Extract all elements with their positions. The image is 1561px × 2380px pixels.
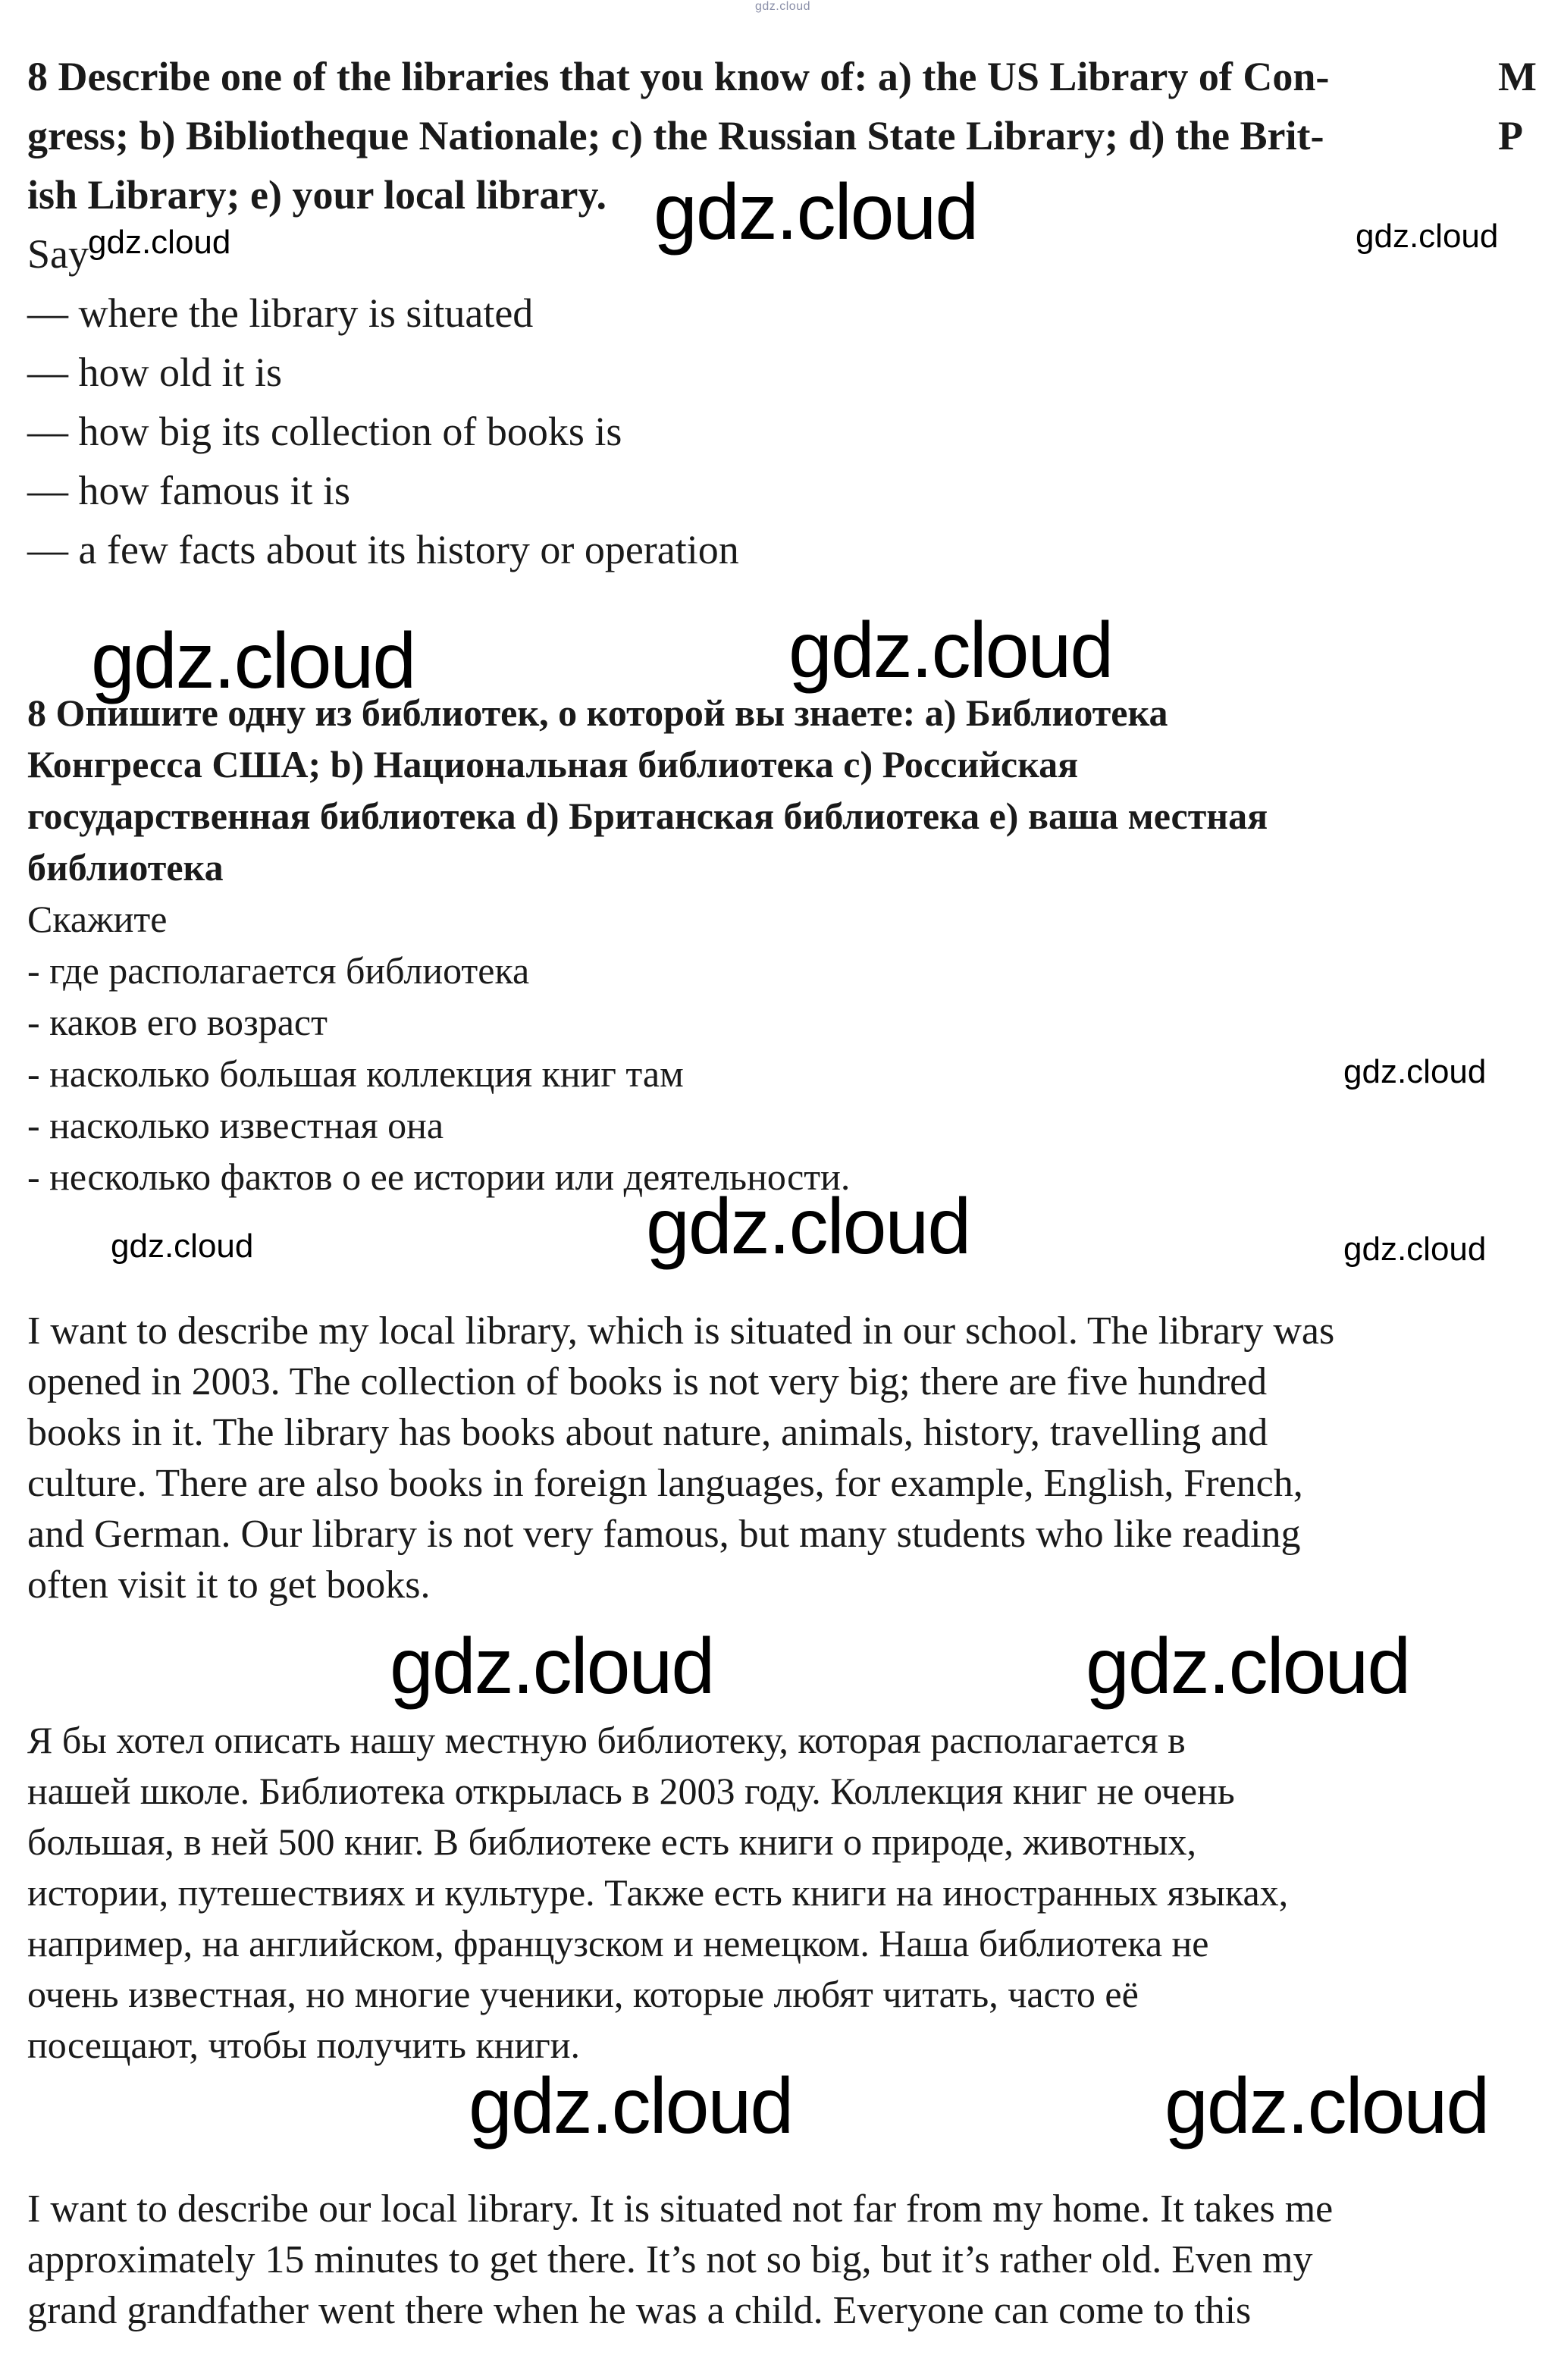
task-en-bullet: — where the library is situated: [27, 290, 534, 336]
task-ru-title-line: Конгресса США; b) Национальная библиотека c) Российская: [27, 743, 1079, 785]
watermark: gdz.cloud: [1343, 1231, 1487, 1268]
task-en-title-line: 8 Describe one of the libraries that you know of: a) the US Library of Con-: [27, 54, 1330, 99]
answer-2-en-line: approximately 15 minutes to get there. It’s not so big, but it’s rather old. Even my: [27, 2238, 1313, 2281]
task-en: [27, 47, 1536, 579]
task-ru-bullet: - каков его возраст: [27, 1001, 328, 1043]
watermark: gdz.cloud: [654, 168, 978, 256]
task-ru-say-label: Скажите: [27, 898, 168, 940]
watermark: gdz.cloud: [1343, 1053, 1487, 1090]
task-en-bullet: — how old it is: [27, 350, 283, 395]
task-en-title-line: ish Library; e) your local library.: [27, 172, 607, 218]
answer-1-en-line: I want to describe my local library, which is situated in our school. The library was: [27, 1309, 1335, 1353]
answer-1-ru-line: посещают, чтобы получить книги.: [27, 2024, 581, 2066]
answer-1-ru-line: нашей школе. Библиотека открылась в 2003 году. Коллекция книг не очень: [27, 1770, 1235, 1812]
answer-1-en-line: culture. There are also books in foreign languages, for example, English, French,: [27, 1462, 1303, 1505]
answer-1-en: [27, 1306, 1536, 1610]
task-ru: [27, 687, 1536, 1203]
watermark: gdz.cloud: [390, 1623, 714, 1711]
answer-1-ru-line: Я бы хотел описать нашу местную библиотеку, которая располагается в: [27, 1719, 1186, 1761]
task-ru-bullet: - насколько известная она: [27, 1104, 444, 1146]
task-ru-title-line: 8 Опишите одну из библиотек, о которой вы знаете: a) Библиотека: [27, 691, 1168, 734]
watermark: gdz.cloud: [788, 607, 1113, 695]
task-en-bullet: — how famous it is: [27, 468, 350, 513]
answer-1-en-line: opened in 2003. The collection of books is not very big; there are five hundred: [27, 1360, 1268, 1403]
watermark: gdz.cloud: [1086, 1623, 1410, 1711]
watermark: gdz.cloud: [1356, 218, 1499, 255]
answer-1-en-line: books in it. The library has books about nature, animals, history, travelling and: [27, 1411, 1268, 1454]
task-ru-bullet: - где располагается библиотека: [27, 949, 530, 992]
watermark: gdz.cloud: [1164, 2062, 1489, 2150]
answer-1-ru: [27, 1715, 1536, 2071]
answer-2-en-line: grand grandfather went there when he was a child. Everyone can come to this: [27, 2289, 1252, 2332]
task-en-bullet: — how big its collection of books is: [27, 409, 622, 454]
task-en-title-line: gress; b) Bibliotheque Nationale; c) the Russian State Library; d) the Brit-: [27, 113, 1324, 158]
side-marker: P: [1498, 113, 1523, 158]
answer-1-ru-line: например, на английском, французском и немецком. Наша библиотека не: [27, 1922, 1209, 1965]
watermark: gdz.cloud: [111, 1228, 254, 1265]
side-marker: M: [1498, 54, 1537, 99]
watermark: gdz.cloud: [646, 1183, 970, 1271]
answer-1-ru-line: большая, в ней 500 книг. В библиотеке есть книги о природе, животных,: [27, 1820, 1196, 1863]
task-en-say-label: Say: [27, 231, 89, 277]
task-ru-title-line: библиотека: [27, 846, 224, 889]
task-ru-title-line: государственная библиотека d) Британская библиотека e) ваша местная: [27, 795, 1268, 837]
task-ru-bullet: - насколько большая коллекция книг там: [27, 1052, 684, 1095]
watermark: gdz.cloud: [88, 224, 231, 261]
task-en-bullet: — a few facts about its history or operation: [27, 527, 739, 572]
answer-1-ru-line: истории, путешествиях и культуре. Также есть книги на иностранных языках,: [27, 1871, 1289, 1914]
answer-2-en-line: I want to describe our local library. It is situated not far from my home. It takes me: [27, 2187, 1334, 2231]
answer-2-en: [27, 2184, 1536, 2336]
answer-1-en-line: often visit it to get books.: [27, 1563, 431, 1607]
watermark: gdz.cloud: [469, 2062, 793, 2150]
header-watermark: gdz.cloud: [755, 0, 810, 13]
answer-1-ru-line: очень известная, но многие ученики, которые любят читать, часто её: [27, 1973, 1139, 2015]
answer-1-en-line: and German. Our library is not very famous, but many students who like reading: [27, 1513, 1301, 1556]
task-ru-bullet: - несколько фактов о ее истории или деятельности.: [27, 1156, 851, 1198]
watermark: gdz.cloud: [91, 617, 415, 705]
